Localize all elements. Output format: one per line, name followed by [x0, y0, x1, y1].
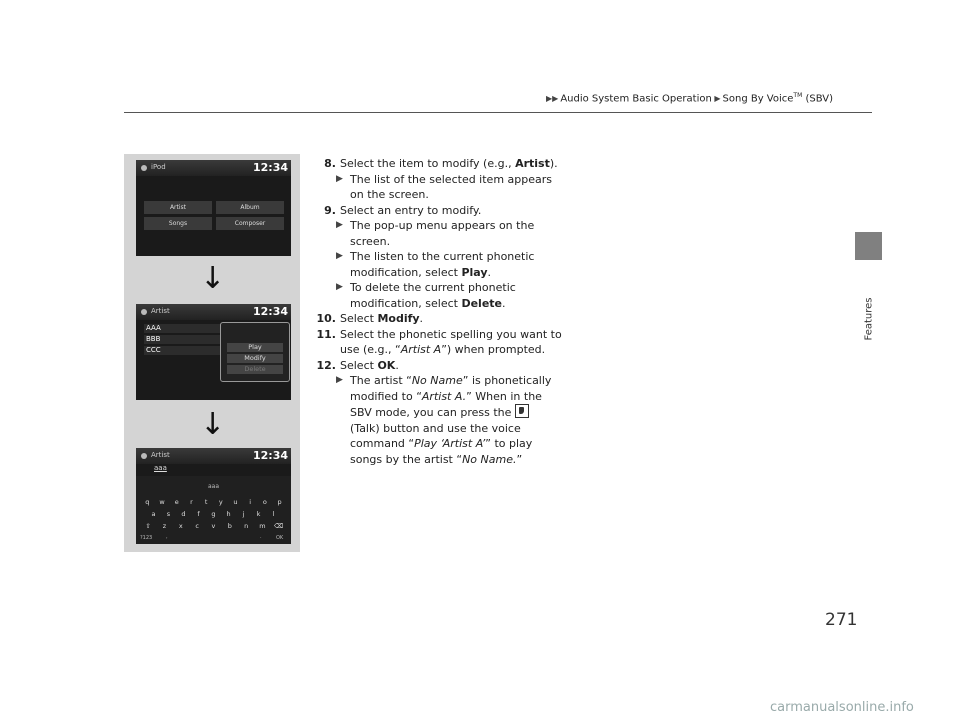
- triangle-right-icon: ▶: [336, 375, 343, 385]
- key[interactable]: u: [233, 498, 238, 506]
- triangle-right-icon: ▶: [336, 220, 343, 230]
- keyboard-row-1: [136, 498, 291, 506]
- home-dot-icon: [141, 453, 147, 459]
- ok-key[interactable]: OK: [276, 535, 284, 541]
- triangle-right-icon: ▶▶: [546, 94, 559, 104]
- suggestion-preview[interactable]: aaa: [207, 483, 220, 490]
- down-arrow-icon: ↓: [200, 407, 226, 442]
- home-dot-icon: [141, 309, 147, 315]
- triangle-right-icon: ▶: [336, 282, 343, 292]
- composer-button[interactable]: Composer: [216, 217, 284, 230]
- key[interactable]: n: [244, 522, 249, 530]
- triangle-right-icon: ▶: [711, 94, 721, 104]
- breadcrumb: [546, 92, 833, 104]
- popup-menu: [220, 322, 290, 382]
- keyboard-row-3: [136, 522, 291, 530]
- step-8: 8. Select the item to modify (e.g., Artist).: [324, 157, 558, 170]
- symbols-key[interactable]: ?123: [140, 535, 153, 541]
- album-button[interactable]: Album: [216, 201, 284, 214]
- key[interactable]: c: [195, 522, 199, 530]
- breadcrumb-topic-suffix: (SBV): [802, 93, 833, 105]
- key[interactable]: y: [218, 498, 223, 506]
- key[interactable]: m: [259, 522, 266, 530]
- artist-button[interactable]: Artist: [144, 201, 212, 214]
- key[interactable]: x: [178, 522, 183, 530]
- delete-menu-item[interactable]: Delete: [227, 365, 283, 374]
- backspace-key-icon[interactable]: ⌫: [274, 522, 284, 530]
- key[interactable]: d: [181, 510, 186, 518]
- key[interactable]: g: [211, 510, 216, 518]
- step-9-note-1: ▶ The pop-up menu appears on the screen.: [336, 219, 535, 248]
- page-number: 271: [825, 610, 858, 630]
- chapter-tab: [855, 232, 882, 260]
- key[interactable]: h: [226, 510, 231, 518]
- songs-button[interactable]: Songs: [144, 217, 212, 230]
- watermark[interactable]: carmanualsonline.info: [770, 700, 914, 715]
- key[interactable]: b: [227, 522, 232, 530]
- ipod-screen: [136, 160, 291, 256]
- keyboard-row-2: [136, 510, 291, 518]
- key[interactable]: q: [145, 498, 150, 506]
- key[interactable]: w: [159, 498, 165, 506]
- screen-title: iPod: [151, 163, 166, 171]
- step-11: 11. Select the phonetic spelling you want to use (e.g., “Artist A”) when prompted.: [316, 327, 562, 356]
- key[interactable]: a: [151, 510, 156, 518]
- keyboard-screen: [136, 448, 291, 544]
- header-rule: [124, 112, 872, 113]
- step-12: 12. Select OK.: [316, 358, 399, 372]
- screen-title: Artist: [151, 307, 170, 315]
- key[interactable]: f: [197, 510, 200, 518]
- list-item[interactable]: BBB: [146, 335, 161, 343]
- down-arrow-icon: ↓: [200, 261, 226, 296]
- breadcrumb-topic: Song By Voice: [722, 93, 794, 105]
- key[interactable]: s: [166, 510, 171, 518]
- period-key[interactable]: .: [260, 534, 262, 540]
- clock: 12:34: [252, 305, 288, 318]
- chapter-tab-label: Features: [863, 297, 875, 341]
- key[interactable]: r: [190, 498, 193, 506]
- clock: 12:34: [252, 161, 288, 174]
- list-item[interactable]: AAA: [146, 324, 161, 332]
- key[interactable]: p: [277, 498, 282, 506]
- triangle-right-icon: ▶: [336, 251, 343, 261]
- step-9-note-2: ▶ The listen to the current phonetic modification, select Play.: [336, 250, 535, 279]
- key[interactable]: j: [242, 510, 245, 518]
- key[interactable]: v: [211, 522, 216, 530]
- key[interactable]: e: [174, 498, 179, 506]
- key[interactable]: z: [162, 522, 167, 530]
- step-9: 9. Select an entry to modify.: [324, 203, 482, 217]
- step-8-note: ▶ The list of the selected item appears on the screen.: [336, 172, 553, 201]
- play-menu-item[interactable]: Play: [227, 343, 283, 352]
- step-12-note: ▶ The artist “No Name” is phonetically modified to “Artist A.” When in the SBV mode, you can press the (Talk) button and use the voice command “Play ‘Artist A’” to play songs by the artist “No Name.”: [336, 374, 552, 466]
- artist-list-screen: [136, 304, 291, 400]
- modify-menu-item[interactable]: Modify: [227, 354, 283, 363]
- talk-button-icon: [515, 404, 529, 418]
- breadcrumb-section: Audio System Basic Operation: [560, 93, 712, 105]
- instructions: [312, 156, 562, 467]
- text-entry-field[interactable]: aaa: [154, 464, 167, 472]
- comma-key[interactable]: ,: [166, 534, 168, 540]
- step-9-note-3: ▶ To delete the current phonetic modification, select Delete.: [336, 281, 516, 310]
- shift-key-icon[interactable]: ⇧: [145, 522, 151, 530]
- step-10: 10. Select Modify.: [316, 312, 424, 325]
- clock: 12:34: [252, 449, 288, 462]
- screen-title: Artist: [151, 451, 170, 459]
- key[interactable]: l: [272, 510, 275, 518]
- list-item[interactable]: CCC: [146, 346, 161, 354]
- home-dot-icon: [141, 165, 147, 171]
- key[interactable]: o: [262, 498, 267, 506]
- keyboard-bottom-row: [136, 534, 291, 544]
- key[interactable]: t: [204, 498, 208, 506]
- trademark-mark: TM: [793, 92, 803, 99]
- key[interactable]: i: [249, 498, 252, 506]
- triangle-right-icon: ▶: [336, 173, 343, 184]
- key[interactable]: k: [256, 510, 261, 518]
